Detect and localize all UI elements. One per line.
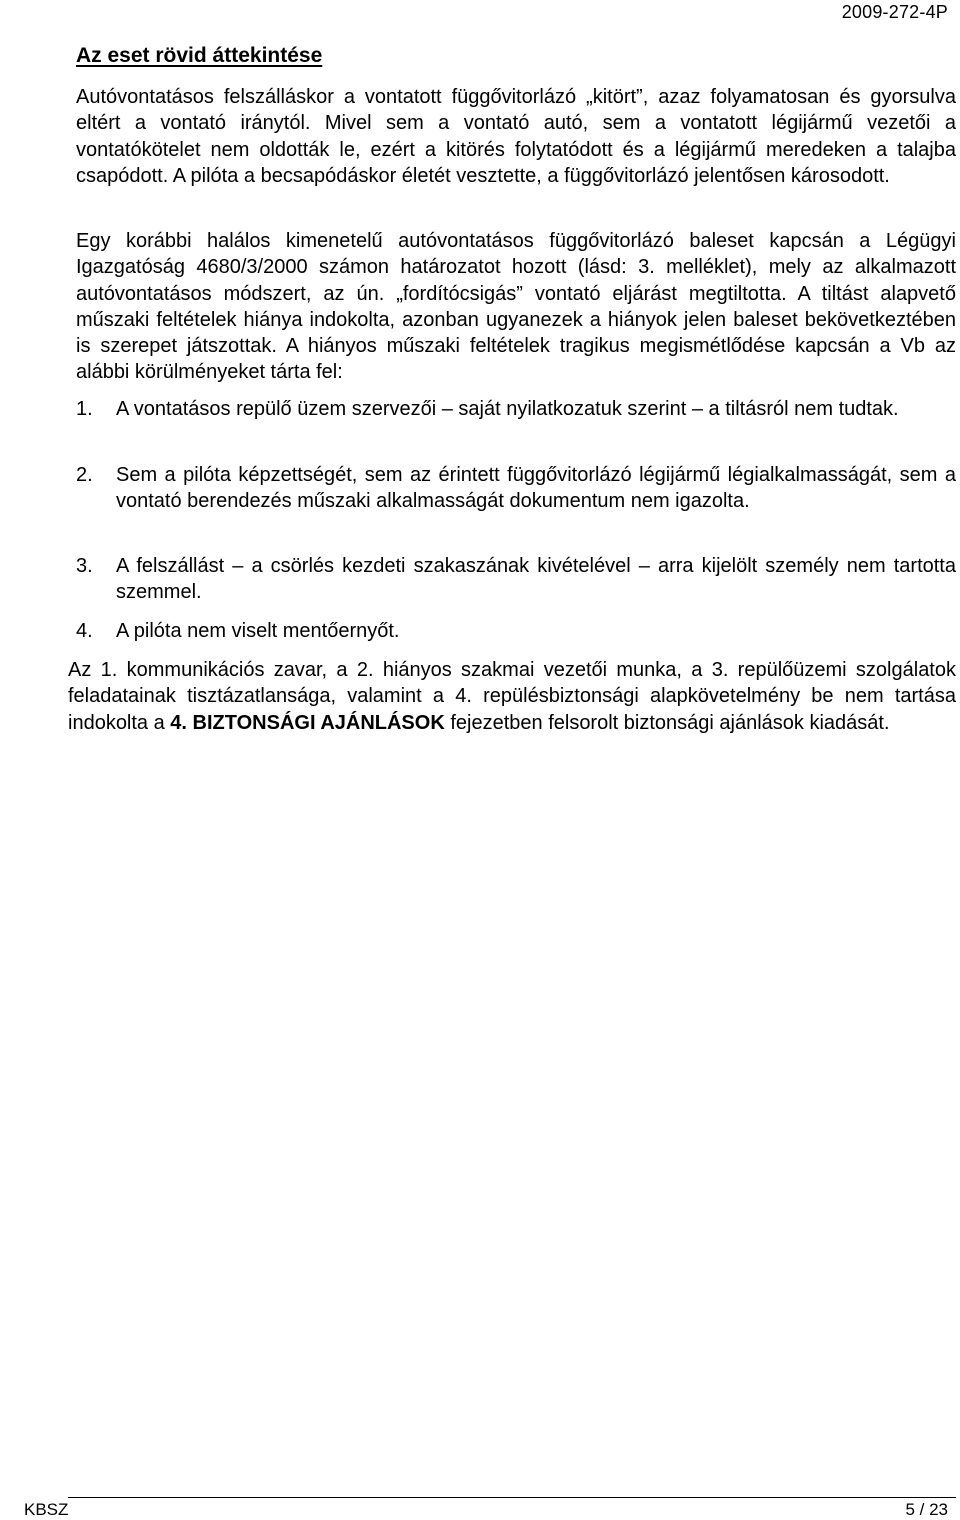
list-item-number: 1. bbox=[76, 398, 93, 420]
list-item bbox=[76, 462, 956, 515]
footer-page-number: 5 / 23 bbox=[905, 1500, 948, 1519]
list-item-text: Sem a pilóta képzettségét, sem az érintett függővitorlázó légijármű légialkalmasságát, sem a vontató berendezés műszaki alkalmasságát dokumentum nem igazolta. bbox=[116, 464, 956, 513]
list-item-text: A felszállást – a csörlés kezdeti szakaszának kivételével – arra kijelölt személy nem tartotta szemmel. bbox=[116, 555, 956, 604]
paragraph-conclusion bbox=[68, 657, 956, 736]
list-item-number: 4. bbox=[76, 620, 93, 642]
list-item-number: 3. bbox=[76, 555, 93, 577]
list-item bbox=[76, 618, 956, 644]
document-id: 2009-272-4P bbox=[841, 2, 948, 22]
paragraph-summary: Autóvontatásos felszálláskor a vontatott függővitorlázó „kitört”, azaz folyamatosan és gyorsulva eltért a vontató iránytól. Mivel sem a vontató autó, sem a vontatott légijármű vezetői a vontatókötelet nem oldották le, ezért a kitörés folytatódott és a légijármű meredeken a talajba csapódott. A pilóta a becsapódáskor életét vesztette, a függővitorlázó jelentősen károsodott. bbox=[76, 86, 956, 187]
section-title: Az eset rövid áttekintése bbox=[76, 44, 323, 67]
list-item bbox=[76, 396, 956, 422]
paragraph-background: Egy korábbi halálos kimenetelű autóvontatásos függővitorlázó baleset kapcsán a Légügyi Igazgatóság 4680/3/2000 számon határozatot hozott (lásd: 3. melléklet), mely az alkalmazott autóvontatásos módszert, az ún. „fordítócsigás” vontató eljárást megtiltotta. A tiltást alapvető műszaki feltételek hiánya indokolta, azonban ugyanezek a hiányok jelen baleset bekövetkeztében is szerepet játszottak. A hiányos műszaki feltételek tragikus megismétlődése kapcsán a Vb az alábbi körülményeket tárta fel: bbox=[76, 230, 956, 384]
conclusion-text-after: fejezetben felsorolt biztonsági ajánlások kiadását. bbox=[444, 711, 890, 734]
list-item-number: 2. bbox=[76, 464, 93, 486]
list-item bbox=[76, 553, 956, 606]
list-item-text: A vontatásos repülő üzem szervezői – saját nyilatkozatuk szerint – a tiltásról nem tudtak. bbox=[116, 398, 899, 420]
footer-divider bbox=[68, 1497, 956, 1498]
footer-organization: KBSZ bbox=[24, 1500, 69, 1519]
conclusion-chapter-reference: 4. BIZTONSÁGI AJÁNLÁSOK bbox=[170, 711, 445, 734]
list-item-text: A pilóta nem viselt mentőernyőt. bbox=[116, 620, 400, 642]
conclusion-text-before: Az 1. kommunikációs zavar, a 2. hiányos szakmai vezetői munka, a 3. repülőüzemi szolgálatok feladatainak tisztázatlansága, valamint a 4. repülésbiztonsági alapkövetelmény be nem tartása indokolta a bbox=[68, 659, 956, 734]
